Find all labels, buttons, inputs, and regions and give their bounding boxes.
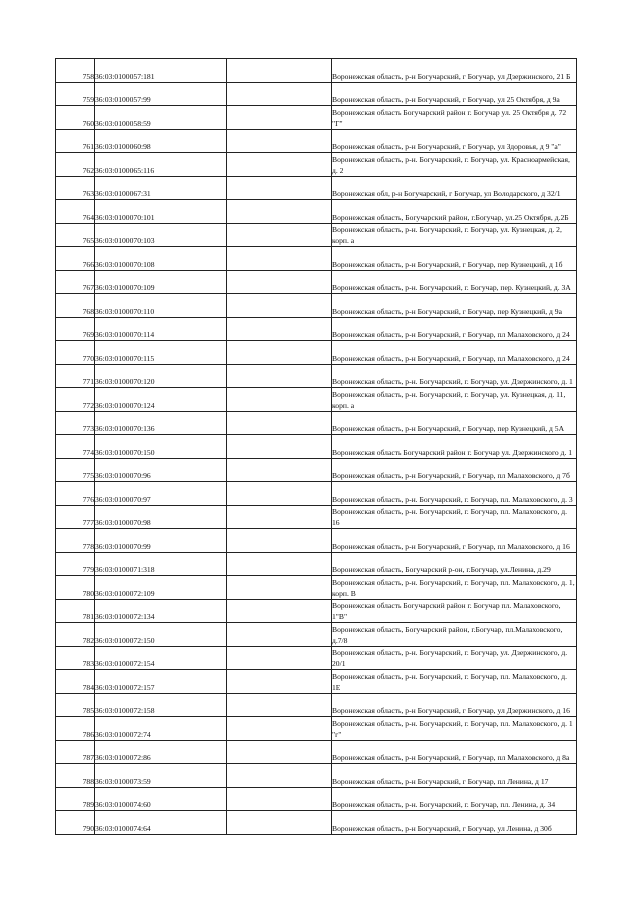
cadastral-number: 36:03:0100072:74 [95, 717, 227, 741]
cadastral-number: 36:03:0100060:98 [95, 129, 227, 153]
table-row [56, 435, 577, 459]
row-number: 782 [56, 623, 95, 647]
row-number: 776 [56, 482, 95, 506]
table-row [56, 341, 577, 365]
table-row [56, 129, 577, 153]
cadastral-number: 36:03:0100070:110 [95, 294, 227, 318]
row-number: 759 [56, 82, 95, 106]
empty-cell [227, 364, 332, 388]
table-row [56, 670, 577, 694]
empty-cell [227, 176, 332, 200]
table-row [56, 646, 577, 670]
row-number: 769 [56, 317, 95, 341]
row-number: 785 [56, 693, 95, 717]
table-row [56, 482, 577, 506]
address-cell: Воронежская область, р-н. Богучарский, г. Богучар, пл. Ленина, д. 34 [332, 787, 577, 811]
empty-cell [227, 106, 332, 130]
cadastral-number: 36:03:0100070:124 [95, 388, 227, 412]
cadastral-number: 36:03:0100070:115 [95, 341, 227, 365]
empty-cell [227, 294, 332, 318]
table-row [56, 223, 577, 247]
address-cell: Воронежская область, р-н. Богучарский, г. Богучар, ул. Дзержинского, д. 20/1 [332, 646, 577, 670]
cadastral-number: 36:03:0100057:99 [95, 82, 227, 106]
address-cell: Воронежская область, р-н Богучарский, г Богучар, пер Кузнецкий, д 5А [332, 411, 577, 435]
cadastral-number: 36:03:0100071:318 [95, 552, 227, 576]
empty-cell [227, 670, 332, 694]
cadastral-number: 36:03:0100065:116 [95, 153, 227, 177]
address-cell: Воронежская область, р-н. Богучарский, г. Богучар, ул. Красноармейская, д. 2 [332, 153, 577, 177]
address-cell: Воронежская область, р-н Богучарский, г Богучар, пл Малаховского, д 7б [332, 458, 577, 482]
empty-cell [227, 129, 332, 153]
cadastral-number: 36:03:0100072:134 [95, 599, 227, 623]
cadastral-number: 36:03:0100070:108 [95, 247, 227, 271]
table-row [56, 294, 577, 318]
row-number: 761 [56, 129, 95, 153]
empty-cell [227, 270, 332, 294]
cadastral-number: 36:03:0100070:150 [95, 435, 227, 459]
row-number: 760 [56, 106, 95, 130]
table-row [56, 623, 577, 647]
cadastral-number: 36:03:0100070:103 [95, 223, 227, 247]
address-cell: Воронежская область, р-н. Богучарский, г. Богучар, пл. Малаховского, д. 1Е [332, 670, 577, 694]
address-cell: Воронежская область, р-н Богучарский, г Богучар, ул Дзержинского, д 16 [332, 693, 577, 717]
row-number: 758 [56, 59, 95, 83]
row-number: 780 [56, 576, 95, 600]
cadastral-number: 36:03:0100070:136 [95, 411, 227, 435]
row-number: 773 [56, 411, 95, 435]
cadastral-number: 36:03:0100072:109 [95, 576, 227, 600]
address-cell: Воронежская обл, р-н Богучарский, г Богучар, ул Володарского, д 32/1 [332, 176, 577, 200]
table-row [56, 811, 577, 835]
address-cell: Воронежская область Богучарский район г. Богучар ул. Дзержинского д. 1 [332, 435, 577, 459]
empty-cell [227, 529, 332, 553]
cadastral-number: 36:03:0100070:114 [95, 317, 227, 341]
address-cell: Воронежская область, Богучарский р-он, г.Богучар, ул.Ленина, д.29 [332, 552, 577, 576]
table-row [56, 247, 577, 271]
row-number: 768 [56, 294, 95, 318]
cadastral-number: 36:03:0100072:154 [95, 646, 227, 670]
address-cell: Воронежская область, р-н Богучарский, г Богучар, пер Кузнецкий, д 9а [332, 294, 577, 318]
table-row [56, 787, 577, 811]
empty-cell [227, 623, 332, 647]
row-number: 783 [56, 646, 95, 670]
address-cell: Воронежская область, р-н Богучарский, г Богучар, пл Малаховского, д 8а [332, 740, 577, 764]
row-number: 777 [56, 505, 95, 529]
empty-cell [227, 223, 332, 247]
row-number: 766 [56, 247, 95, 271]
cadastral-number: 36:03:0100070:109 [95, 270, 227, 294]
empty-cell [227, 458, 332, 482]
empty-cell [227, 59, 332, 83]
cadastral-number: 36:03:0100070:97 [95, 482, 227, 506]
cadastral-number: 36:03:0100067:31 [95, 176, 227, 200]
table-row [56, 200, 577, 224]
row-number: 771 [56, 364, 95, 388]
empty-cell [227, 247, 332, 271]
row-number: 763 [56, 176, 95, 200]
row-number: 786 [56, 717, 95, 741]
cadastral-number: 36:03:0100058:59 [95, 106, 227, 130]
row-number: 788 [56, 764, 95, 788]
address-cell: Воронежская область, р-н Богучарский, г Богучар, ул 25 Октября, д 9а [332, 82, 577, 106]
empty-cell [227, 552, 332, 576]
empty-cell [227, 153, 332, 177]
address-cell: Воронежская область Богучарский район г. Богучар ул. 25 Октября д. 72 "Г" [332, 106, 577, 130]
cadastral-number: 36:03:0100070:96 [95, 458, 227, 482]
table-row [56, 106, 577, 130]
table-row [56, 764, 577, 788]
empty-cell [227, 787, 332, 811]
cadastral-number: 36:03:0100070:98 [95, 505, 227, 529]
empty-cell [227, 599, 332, 623]
table-row [56, 176, 577, 200]
address-cell: Воронежская область, р-н. Богучарский, г. Богучар, пл. Малаховского, д. 16 [332, 505, 577, 529]
empty-cell [227, 411, 332, 435]
row-number: 762 [56, 153, 95, 177]
cadastral-number: 36:03:0100070:120 [95, 364, 227, 388]
table-row [56, 693, 577, 717]
address-cell: Воронежская область, р-н Богучарский, г Богучар, ул Дзержинского, 21 Б [332, 59, 577, 83]
address-cell: Воронежская область, р-н Богучарский, г Богучар, пл Ленина, д 17 [332, 764, 577, 788]
address-cell: Воронежская область, р-н. Богучарский, г. Богучар, пл. Малаховского, д. 1 "г" [332, 717, 577, 741]
address-cell: Воронежская область, р-н Богучарский, г Богучар, пер Кузнецкий, д 1б [332, 247, 577, 271]
cadastral-number: 36:03:0100072:158 [95, 693, 227, 717]
empty-cell [227, 200, 332, 224]
row-number: 779 [56, 552, 95, 576]
empty-cell [227, 646, 332, 670]
address-cell: Воронежская область, р-н. Богучарский, г. Богучар, пер. Кузнецкий, д. 3А [332, 270, 577, 294]
row-number: 781 [56, 599, 95, 623]
address-cell: Воронежская область, р-н Богучарский, г Богучар, пл Малаховского, д 24 [332, 317, 577, 341]
cadastral-number: 36:03:0100070:101 [95, 200, 227, 224]
address-cell: Воронежская область, Богучарский район, г.Богучар, пл.Малаховского, д.7/8 [332, 623, 577, 647]
empty-cell [227, 341, 332, 365]
table-row [56, 717, 577, 741]
empty-cell [227, 505, 332, 529]
table-row [56, 364, 577, 388]
empty-cell [227, 693, 332, 717]
row-number: 778 [56, 529, 95, 553]
address-cell: Воронежская область Богучарский район г. Богучар пл. Малаховского, 1"В" [332, 599, 577, 623]
cadastral-number: 36:03:0100072:150 [95, 623, 227, 647]
empty-cell [227, 435, 332, 459]
table-row [56, 576, 577, 600]
table-row [56, 552, 577, 576]
table-row [56, 411, 577, 435]
table-row [56, 153, 577, 177]
cadastral-table [55, 58, 577, 835]
row-number: 770 [56, 341, 95, 365]
cadastral-number: 36:03:0100073:59 [95, 764, 227, 788]
table-row [56, 82, 577, 106]
row-number: 784 [56, 670, 95, 694]
empty-cell [227, 482, 332, 506]
table-row [56, 59, 577, 83]
cadastral-number: 36:03:0100072:86 [95, 740, 227, 764]
address-cell: Воронежская область, р-н. Богучарский, г. Богучар, пл. Малаховского, д. 1, корп. В [332, 577, 575, 598]
address-cell: Воронежская область, Богучарский район, г.Богучар, ул.25 Октября, д.2Б [332, 200, 577, 224]
row-number: 790 [56, 811, 95, 835]
row-number: 767 [56, 270, 95, 294]
empty-cell [227, 764, 332, 788]
table-row [56, 599, 577, 623]
cadastral-number: 36:03:0100072:157 [95, 670, 227, 694]
address-cell: Воронежская область, р-н Богучарский, г Богучар, ул Ленина, д 30б [332, 811, 577, 835]
row-number: 775 [56, 458, 95, 482]
address-cell: Воронежская область, р-н. Богучарский, г. Богучар, ул. Дзержинского, д. 1 [332, 364, 577, 388]
empty-cell [227, 740, 332, 764]
table-row [56, 505, 577, 529]
table-row [56, 317, 577, 341]
row-number: 765 [56, 223, 95, 247]
table-row [56, 529, 577, 553]
row-number: 772 [56, 388, 95, 412]
empty-cell [227, 388, 332, 412]
table-row [56, 270, 577, 294]
address-cell: Воронежская область, р-н Богучарский, г Богучар, ул Здоровья, д 9 "а" [332, 129, 577, 153]
cadastral-number: 36:03:0100057:181 [95, 59, 227, 83]
empty-cell [227, 317, 332, 341]
table-row [56, 740, 577, 764]
empty-cell [227, 82, 332, 106]
cadastral-number: 36:03:0100074:60 [95, 787, 227, 811]
row-number: 774 [56, 435, 95, 459]
row-number: 764 [56, 200, 95, 224]
empty-cell [227, 576, 332, 600]
address-cell: Воронежская область, р-н. Богучарский, г. Богучар, ул. Кузнецкая, д. 11, корп. а [332, 388, 577, 412]
row-number: 787 [56, 740, 95, 764]
table-row [56, 458, 577, 482]
address-cell: Воронежская область, р-н Богучарский, г Богучар, пл Малаховского, д 16 [332, 529, 577, 553]
table-body [56, 59, 577, 835]
table-row [56, 388, 577, 412]
address-cell: Воронежская область, р-н. Богучарский, г. Богучар, ул. Кузнецкая, д. 2, корп. а [332, 223, 577, 247]
address-cell: Воронежская область, р-н. Богучарский, г. Богучар, пл. Малаховского, д. 3 [332, 482, 577, 506]
row-number: 789 [56, 787, 95, 811]
address-cell: Воронежская область, р-н Богучарский, г Богучар, пл Малаховского, д 24 [332, 341, 577, 365]
empty-cell [227, 717, 332, 741]
cadastral-number: 36:03:0100074:64 [95, 811, 227, 835]
cadastral-number: 36:03:0100070:99 [95, 529, 227, 553]
empty-cell [227, 811, 332, 835]
